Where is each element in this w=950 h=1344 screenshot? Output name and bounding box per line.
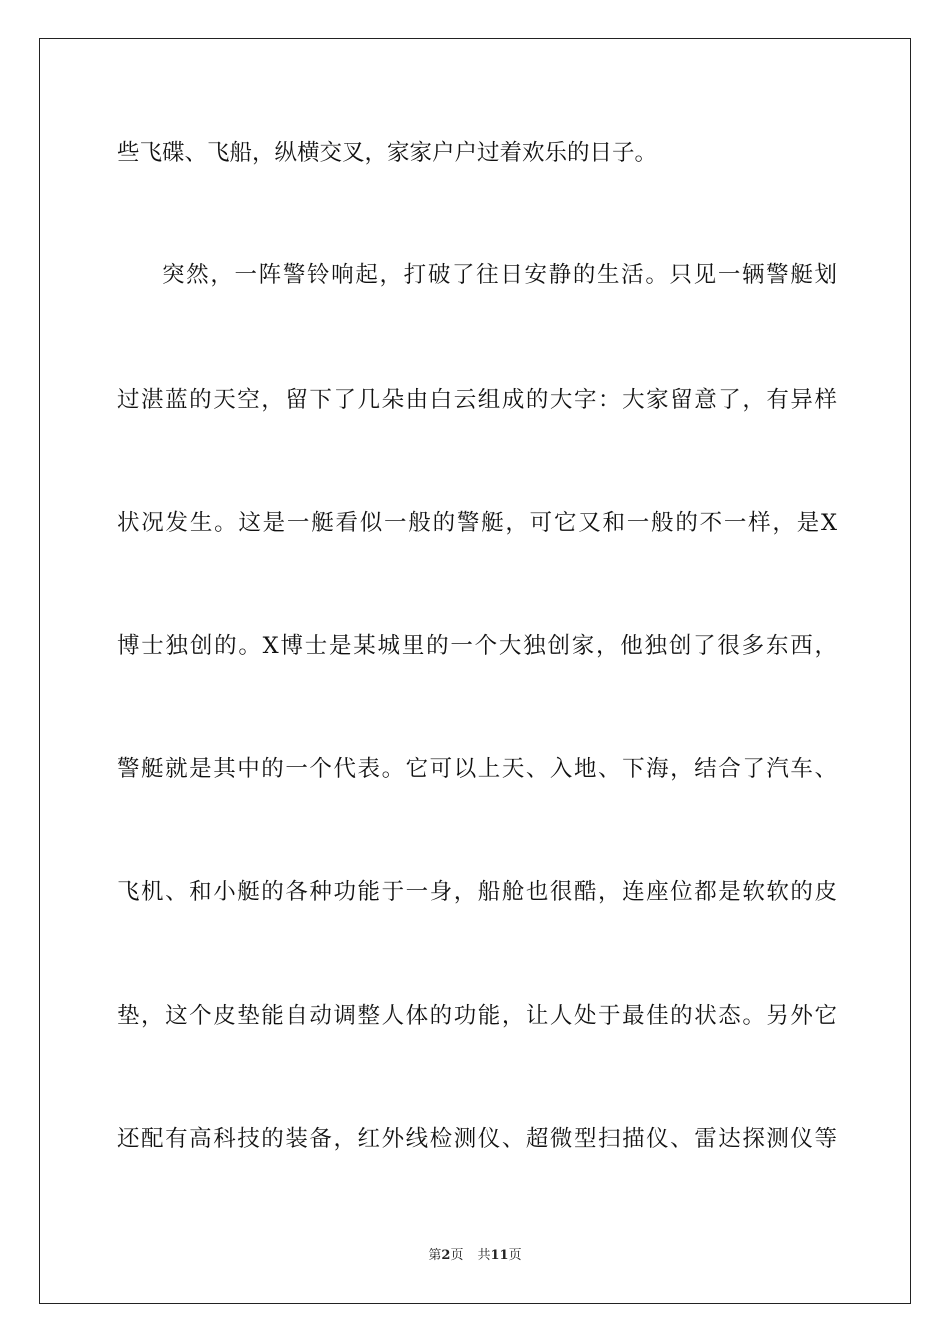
text-line-8: 垫，这个皮垫能自动调整人体的功能，让人处于最佳的状态。另外它	[117, 1003, 837, 1029]
footer-total-pages: 11	[490, 1248, 509, 1263]
text-line-5: 博士独创的。X博士是某城里的一个大独创家，他独创了很多东西，	[117, 633, 837, 659]
footer-total-suffix: 页	[508, 1248, 522, 1263]
page-footer	[0, 1246, 950, 1266]
text-line-2: 突然，一阵警铃响起，打破了往日安静的生活。只见一辆警艇划	[162, 262, 837, 288]
text-line-1: 些飞碟、飞船，纵横交叉，家家户户过着欢乐的日子。	[117, 140, 658, 166]
text-line-3: 过湛蓝的天空，留下了几朵由白云组成的大字：大家留意了，有异样	[117, 387, 837, 413]
text-line-7: 飞机、和小艇的各种功能于一身，船舱也很酷，连座位都是软软的皮	[117, 879, 837, 905]
text-line-4: 状况发生。这是一艇看似一般的警艇，可它又和一般的不一样，是X	[117, 510, 837, 536]
page-border	[39, 38, 911, 1304]
footer-page-prefix: 第	[428, 1248, 442, 1263]
footer-page-suffix: 页	[450, 1248, 464, 1263]
text-line-6: 警艇就是其中的一个代表。它可以上天、入地、下海，结合了汽车、	[117, 756, 837, 782]
footer-page-number: 2	[441, 1248, 451, 1263]
text-line-9: 还配有高科技的装备，红外线检测仪、超微型扫描仪、雷达探测仪等	[117, 1126, 837, 1152]
footer-total-prefix: 共	[477, 1248, 491, 1263]
